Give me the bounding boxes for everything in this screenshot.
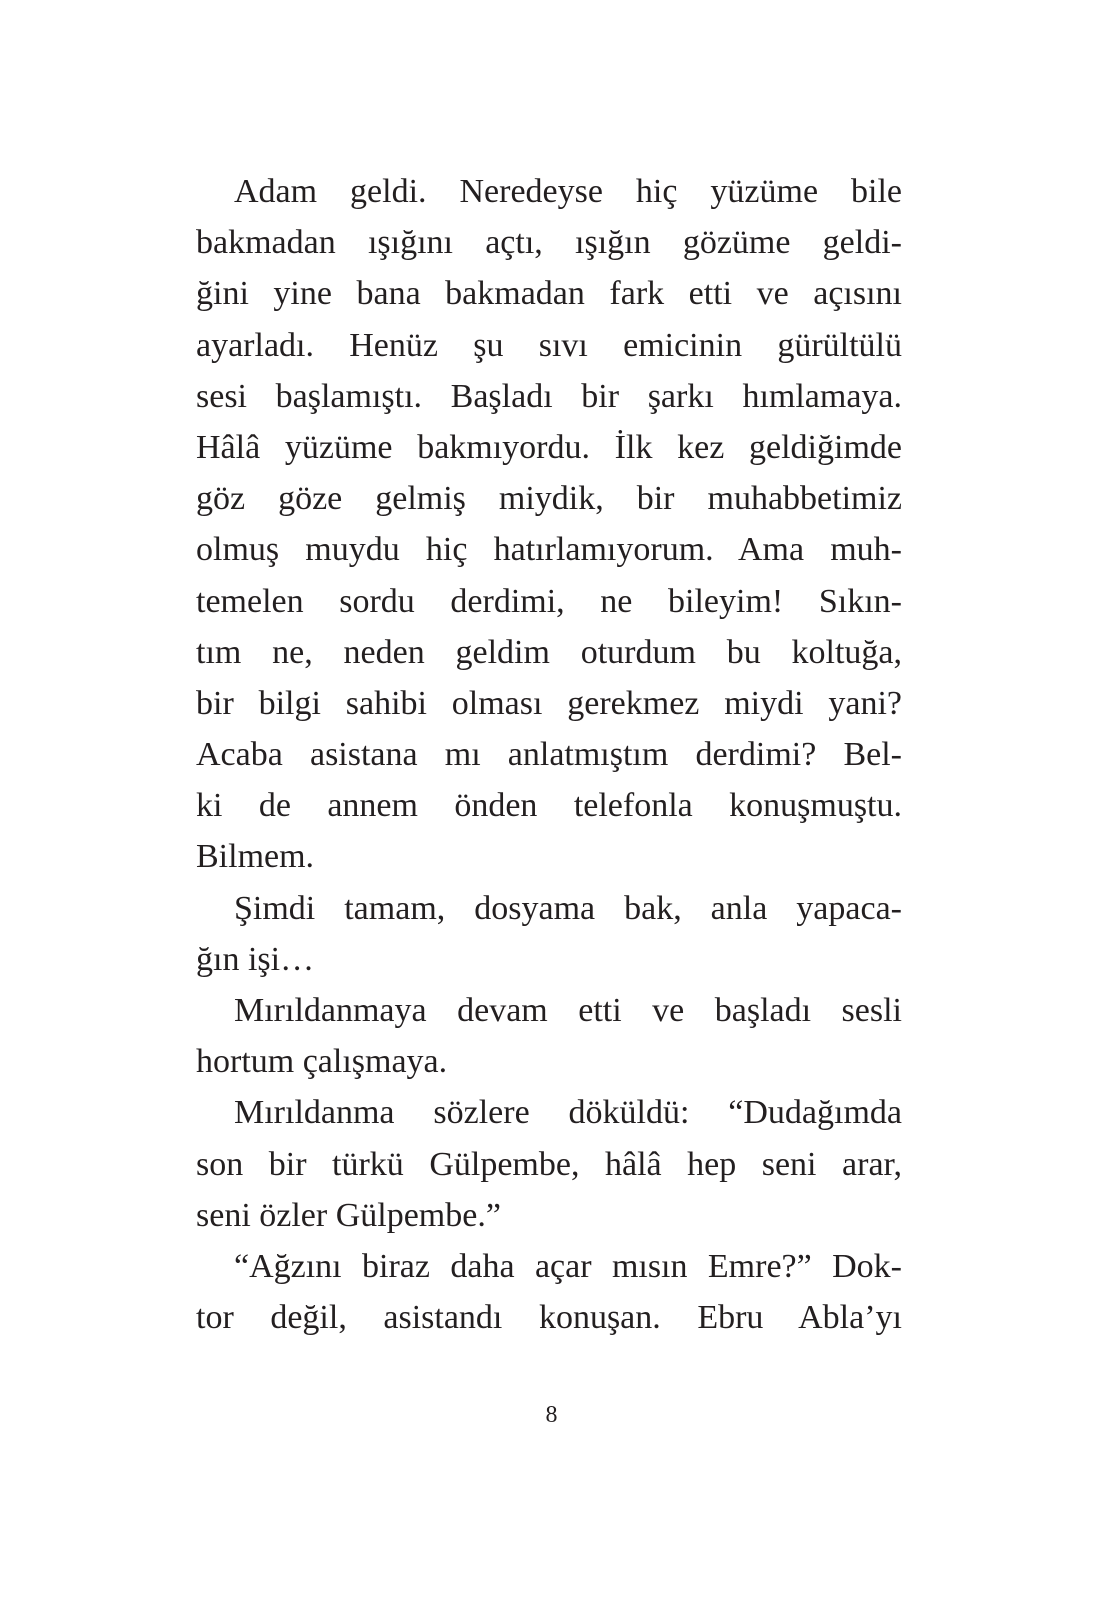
text-line: Hâlâ yüzüme bakmıyordu. İlk kez geldiğimde bbox=[196, 428, 902, 466]
paragraph-1 bbox=[196, 166, 902, 883]
text-line: Mırıldanma sözlere döküldü: “Dudağımda bbox=[234, 1094, 902, 1132]
text-line: son bir türkü Gülpembe, hâlâ hep seni arar, bbox=[196, 1145, 902, 1183]
text-line: “Ağzını biraz daha açar mısın Emre?” Dok- bbox=[234, 1247, 902, 1285]
text-line: Adam geldi. Neredeyse hiç yüzüme bile bbox=[234, 173, 902, 210]
paragraph-3 bbox=[196, 985, 902, 1087]
text-line: Şimdi tamam, dosyama bak, anla yapaca- bbox=[234, 889, 902, 927]
text-line: göz göze gelmiş miydik, bir muhabbetimiz bbox=[196, 480, 902, 518]
text-line: Acaba asistana mı anlatmıştım derdimi? Bel- bbox=[196, 736, 902, 774]
text-line: seni özler Gülpembe.” bbox=[196, 1196, 501, 1234]
text-line: temelen sordu derdimi, ne bileyim! Sıkın- bbox=[196, 582, 902, 620]
text-line: ayarladı. Henüz şu sıvı emicinin gürültülü bbox=[196, 326, 902, 364]
text-line: ki de annem önden telefonla konuşmuştu. bbox=[196, 787, 902, 825]
text-line: olmuş muydu hiç hatırlamıyorum. Ama muh- bbox=[196, 531, 902, 569]
text-line: bakmadan ışığını açtı, ışığın gözüme geldi- bbox=[196, 224, 902, 262]
page-number: 8 bbox=[545, 1402, 558, 1428]
body-text bbox=[196, 166, 902, 1343]
text-line: ğini yine bana bakmadan fark etti ve açısını bbox=[196, 275, 902, 313]
text-line: Mırıldanmaya devam etti ve başladı sesli bbox=[234, 992, 902, 1029]
text-line: hortum çalışmaya. bbox=[196, 1043, 448, 1081]
text-line: ğın işi… bbox=[196, 940, 315, 978]
text-line: bir bilgi sahibi olması gerekmez miydi yani? bbox=[196, 684, 902, 722]
paragraph-5 bbox=[196, 1241, 902, 1343]
paragraph-2 bbox=[196, 883, 902, 985]
text-line: tım ne, neden geldim oturdum bu koltuğa, bbox=[196, 633, 902, 671]
text-line: sesi başlamıştı. Başladı bir şarkı hımlamaya. bbox=[196, 377, 902, 415]
text-line: tor değil, asistandı konuşan. Ebru Abla’yı bbox=[196, 1299, 902, 1337]
text-line: Bilmem. bbox=[196, 838, 315, 876]
paragraph-4 bbox=[196, 1087, 902, 1241]
